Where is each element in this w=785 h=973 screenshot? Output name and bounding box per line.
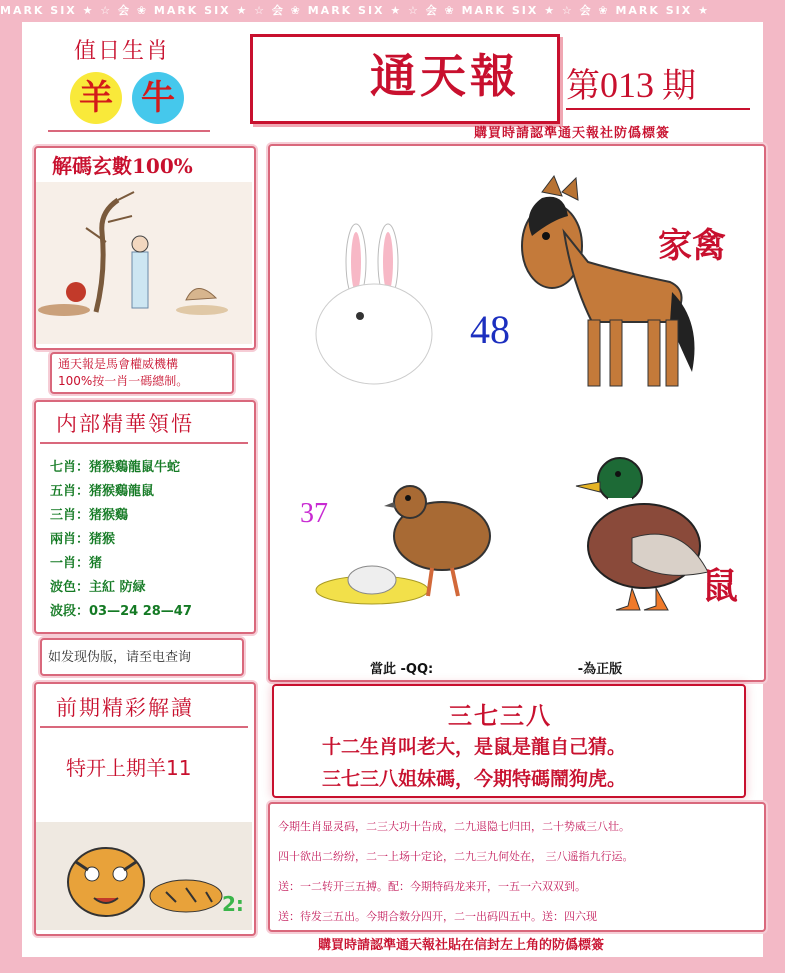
duty-zodiac-title: 值日生肖 bbox=[74, 39, 171, 64]
anti-fake-notice: 購買時請認準通天報社防僞標簽 bbox=[474, 126, 671, 141]
poem-line-1: 十二生肖叫老大，是鼠是龍自己猜。 bbox=[322, 736, 627, 758]
issue-number: 013 bbox=[600, 65, 654, 105]
inner-essence-divider bbox=[40, 442, 248, 444]
duty-zodiac-divider bbox=[48, 130, 210, 132]
poem-line-2: 三七三八姐妹碼，今期特碼鬧狗虎。 bbox=[322, 768, 627, 790]
previous-divider bbox=[40, 726, 248, 728]
authority-line-2: 100%按一肖一碼總制。 bbox=[58, 374, 189, 388]
seven-zodiac-line: 七肖：猪猴鷄龍鼠牛蛇 bbox=[50, 460, 181, 475]
zodiac-ox-badge: 牛 bbox=[132, 72, 184, 124]
contact-qq: 當此 -QQ: bbox=[370, 662, 434, 677]
issue-prefix: 第 bbox=[566, 66, 600, 106]
genuine-label: -為正版 bbox=[577, 662, 623, 677]
page-content bbox=[22, 22, 763, 957]
masthead-title: 通天報 bbox=[370, 49, 520, 103]
poem-title: 三七三八 bbox=[448, 701, 552, 730]
top-border: MARK SIX ★ ☆ 会 ❀ MARK SIX ★ ☆ 会 ❀ MARK SIX ★ ☆ 会 ❀ MARK SIX ★ ☆ 会 ❀ MARK SIX ★ bbox=[0, 0, 785, 22]
previous-title: 前期精彩解讀 bbox=[56, 696, 194, 720]
label-poultry: 家禽 bbox=[658, 226, 726, 266]
inner-essence-title: 内部精華領悟 bbox=[56, 412, 194, 436]
bottom-line-4: 送：待发三五出。今期合数分四开，二一出码四五中。送：四六现 bbox=[278, 910, 597, 923]
rabbit-image bbox=[312, 222, 442, 392]
fake-notice-text: 如发现伪版，请至电查询 bbox=[48, 650, 192, 665]
wave-range-line: 波段：03—24 28—47 bbox=[50, 604, 192, 619]
number-48: 48 bbox=[470, 307, 510, 352]
contact-line bbox=[370, 658, 622, 677]
decode-box-title: 解碼玄數100% bbox=[52, 154, 193, 178]
label-rat: 鼠 bbox=[702, 565, 739, 607]
previous-badge: 2: bbox=[222, 892, 244, 916]
left-border bbox=[0, 22, 22, 957]
one-zodiac-line: 一肖：猪 bbox=[50, 556, 103, 571]
bottom-line-1: 今期生肖显灵码，二三大功十告成，二九退隐七归田，二十势威三八壮。 bbox=[278, 820, 630, 833]
two-zodiac-line: 兩肖：猪猴 bbox=[50, 532, 116, 547]
zodiac-goat-badge: 羊 bbox=[70, 72, 122, 124]
right-border bbox=[763, 22, 785, 957]
previous-text: 特开上期羊11 bbox=[66, 756, 192, 780]
bottom-line-2: 四十欲出二纷纷，二一上场十定论，二九三九何处在， 三八遥指九行运。 bbox=[278, 850, 634, 863]
tiger-painting bbox=[36, 822, 252, 930]
duck-image bbox=[572, 442, 722, 622]
issue-suffix: 期 bbox=[662, 66, 696, 106]
bottom-line-3: 送：一二转开三五搏。配：今期特码龙来开，一五一六双双到。 bbox=[278, 880, 586, 893]
bottom-border bbox=[0, 957, 785, 973]
three-zodiac-line: 三肖：猪猴鷄 bbox=[50, 508, 129, 523]
quail-image bbox=[312, 472, 502, 612]
five-zodiac-line: 五肖：猪猴鷄龍鼠 bbox=[50, 484, 155, 499]
issue-underline bbox=[566, 108, 750, 110]
number-37: 37 bbox=[300, 498, 328, 529]
footer-notice: 購買時請認準通天報社貼在信封左上角的防僞標簽 bbox=[318, 938, 605, 953]
scholar-painting bbox=[36, 182, 252, 344]
horse-image bbox=[502, 172, 702, 402]
issue-number-block bbox=[566, 58, 696, 107]
wave-color-line: 波色：主紅 防緑 bbox=[50, 580, 146, 595]
authority-line-1: 通天報是馬會權威機構 bbox=[58, 357, 179, 371]
